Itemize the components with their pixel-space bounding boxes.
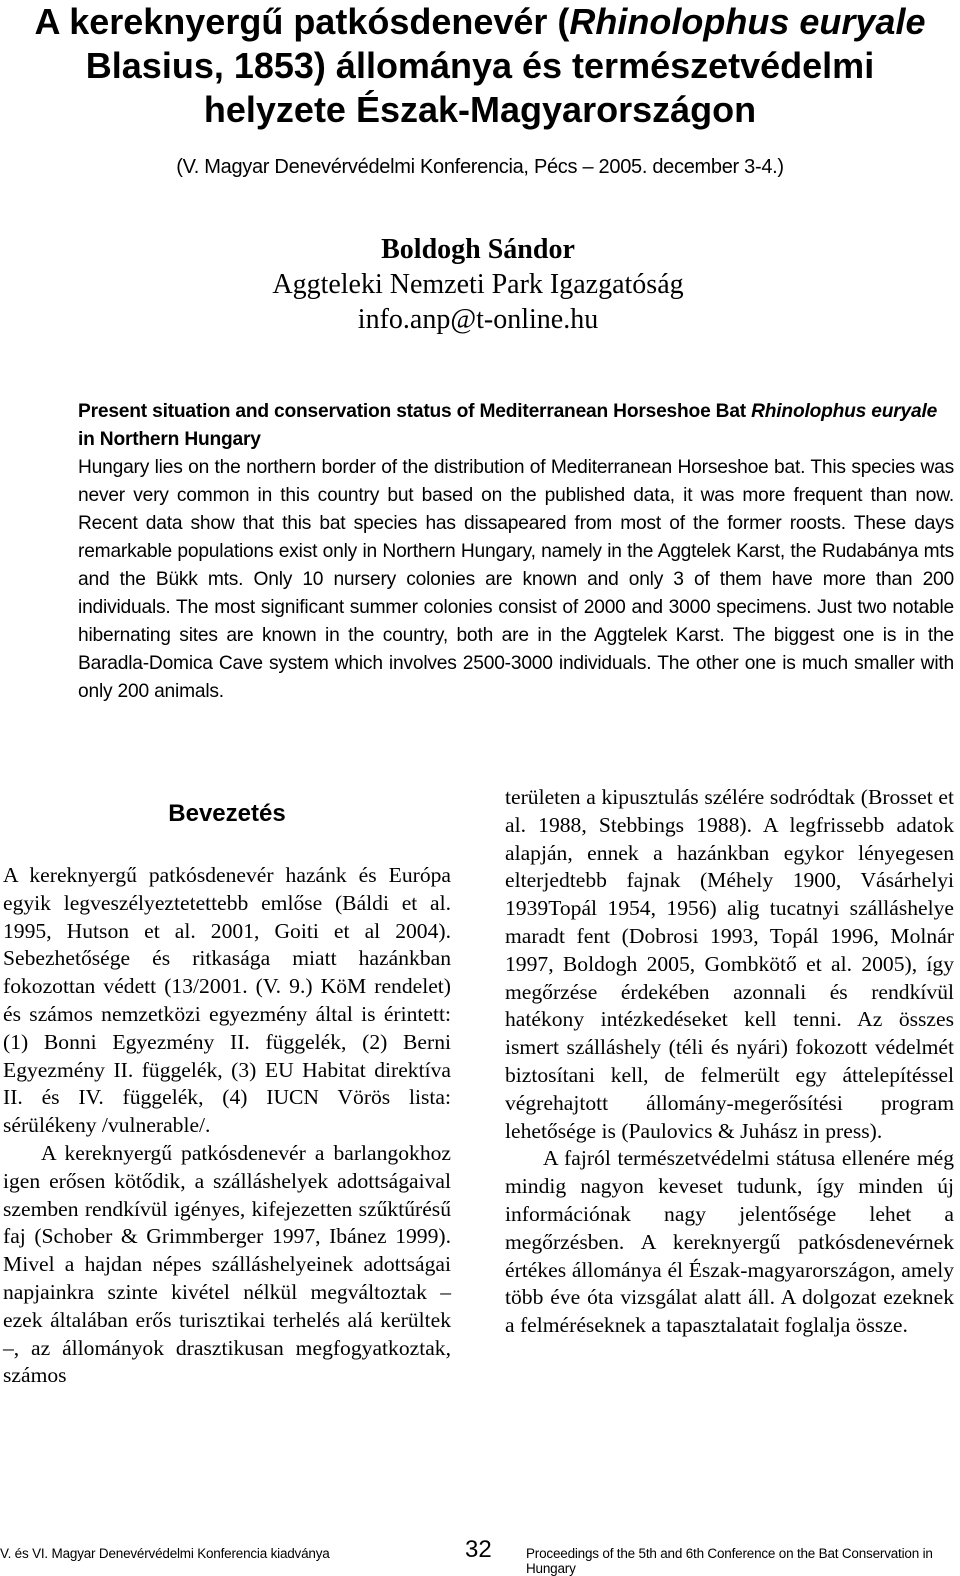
left-paragraph-2: A kereknyergű patkósdenevér a barlangokhoz igen erősen kötődik, a szálláshelyek adottságaival szemben rendkívül igényes, kifejezetten szűktűrésű faj (Schober & Grimmberger 1997, Ibánez 1999). Mivel a hajdan népes szálláshelyeinek adottságai napjainkra szinte kivétel nélkül megváltoztak – ezek általában erős turisztikai terhelés alá kerültek –, az állományok drasztikusan megfogyatkoztak, számos xyxy=(3,1140,451,1388)
page-number: 32 xyxy=(465,1536,492,1563)
conference-note: (V. Magyar Denevérvédelmi Konferencia, Pécs – 2005. december 3-4.) xyxy=(176,156,784,178)
right-paragraph-2: A fajról természetvédelmi státusa ellenére még mindig nagyon keveset tudunk, így minden új információnak nagy jelentősége lehet a megőrzésben. A kereknyergű patkósdenevérnek értékes állománya él Észak-magyarországon, amely több éve óta vizsgálat alatt áll. A dolgozat ezeknek a felméréseknek a tapasztalatait foglalja össze. xyxy=(505,1146,954,1338)
author-affiliation: Aggteleki Nemzeti Park Igazgatóság xyxy=(272,269,684,300)
author-email: info.anp@t-online.hu xyxy=(357,304,599,335)
footer-left-text: V. és VI. Magyar Denevérvédelmi Konferencia kiadványa xyxy=(0,1546,330,1561)
abstract-title-prefix: Present situation and conservation status of Mediterranean Horseshoe Bat xyxy=(78,401,752,422)
abstract-title-species: Rhinolophus euryale xyxy=(751,401,938,422)
author-name: Boldogh Sándor xyxy=(381,234,575,265)
paper-title xyxy=(0,0,960,132)
title-line-1 xyxy=(0,0,960,44)
abstract-body: Hungary lies on the northern border of the distribution of Mediterranean Horseshoe bat. This species was never very common in this country but based on the published data, it was more frequent than now. Recent data show that this bat species has dissapeared from most of the former roosts. These days remarkable populations exist only in Northern Hungary, namely in the Aggtelek Karst, the Rudabánya mts and the Bükk mts. Only 10 nursery colonies are known and only 3 of them have more than 200 individuals. The most significant summer colonies consist of 2000 and 3000 specimens. Just two notable hibernating sites are known in the country, both are in the Aggtelek Karst. The biggest one is in the Baradla-Domica Cave system which involves 2500-3000 individuals. The other one is much smaller with only 200 animals. xyxy=(78,457,954,702)
author-block xyxy=(0,232,956,337)
left-column xyxy=(3,862,451,1390)
title-line-2: Blasius, 1853) állománya és természetvédelmi xyxy=(85,45,875,86)
footer-right-text: Proceedings of the 5th and 6th Conference on the Bat Conservation in Hungary xyxy=(526,1546,933,1576)
section-heading: Bevezetés xyxy=(168,800,286,827)
title-species-italic: Rhinolophus euryale xyxy=(569,1,926,42)
title-line-3: helyzete Észak-Magyarországon xyxy=(203,89,757,130)
left-paragraph-1: A kereknyergű patkósdenevér hazánk és Európa egyik legveszélyeztetettebb emlőse (Báldi et al. 1995, Hutson et al. 2001, Goiti et al 2004). Sebezhetősége és ritkasága miatt hazánkban fokozottan védett (13/2001. (V. 9.) KöM rendelet) és számos nemzetközi egyezmény által is érintett: (1) Bonni Egyezmény II. függelék, (2) Berni Egyezmény II. függelék, (3) EU Habitat direktíva II. és IV. függelék, (4) IUCN Vörös lista: sérülékeny /vulnerable/. xyxy=(3,863,451,1138)
title-line-1-prefix: A kereknyergű patkósdenevér ( xyxy=(34,1,570,42)
right-paragraph-1: területen a kipusztulás szélére sodródtak (Brosset et al. 1988, Stebbings 1988). A legfrissebb adatok alapján, ennek a hazánkban egykor lényegesen elterjedtebb fajnak (Méhely 1900, Vásárhelyi 1939Topál 1954, 1956) alig tucatnyi szálláshelye maradt fent (Dobrosi 1993, Topál 1996, Molnár 1997, Boldogh 2005, Gombkötő et al. 2005), így megőrzése érdekében azonnali és rendkívül hatékony intézkedéseket kell tenni. Az összes ismert szálláshely (téli és nyári) fokozott védelmét biztosítani kell, de felmerült egy áttelepítéssel végrehajtott állomány-megerősítési program lehetősége is (Paulovics & Juhász in press). xyxy=(505,785,954,1143)
right-column xyxy=(505,784,954,1340)
abstract-title xyxy=(78,398,954,454)
abstract-title-suffix: in Northern Hungary xyxy=(78,429,261,450)
english-abstract xyxy=(78,398,954,706)
